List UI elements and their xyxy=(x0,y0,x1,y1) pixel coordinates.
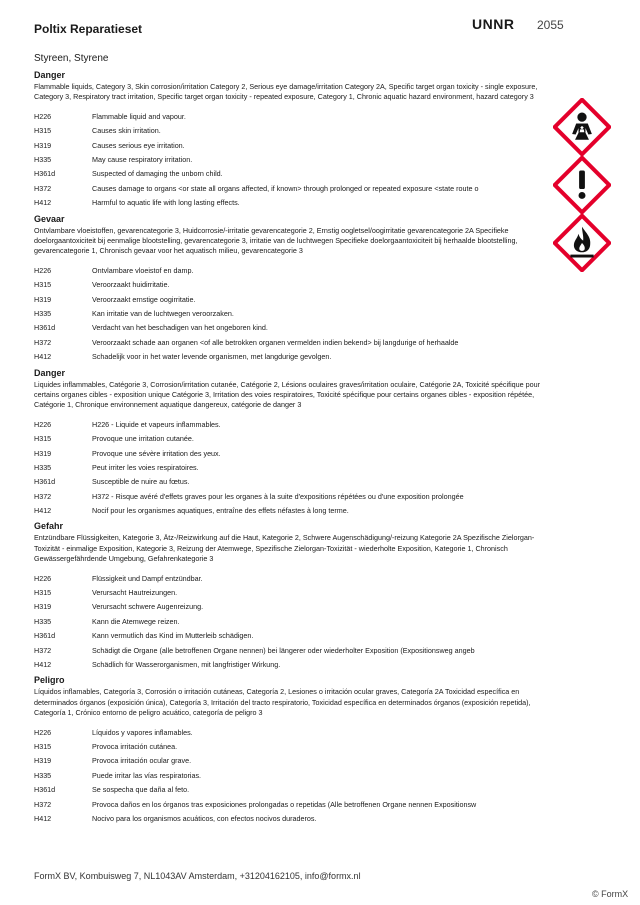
h-code: H315 xyxy=(34,742,52,752)
h-statement-text: Se sospecha que daña al feto. xyxy=(92,785,190,795)
hazard-section xyxy=(34,214,544,365)
h-code: H319 xyxy=(34,140,52,150)
h-code: H412 xyxy=(34,352,52,362)
h-statement-text: Veroorzaakt schade aan organen <of alle betrokken organen vermelden indien bekend> bij langdurige of herhaalde xyxy=(92,337,459,347)
h-code: H319 xyxy=(34,294,52,304)
signal-word: Gevaar xyxy=(34,213,65,224)
h-statement-text: Puede irritar las vías respiratorias. xyxy=(92,770,202,780)
h-code: H412 xyxy=(34,660,52,670)
hazard-statement xyxy=(34,475,544,489)
h-statement-text: Veroorzaakt huidirritatie. xyxy=(92,280,170,290)
h-statement-text: H372 - Risque avéré d'effets graves pour les organes à la suite d'expositions répétées ou d'une exposition prolongée xyxy=(92,491,464,501)
h-code: H226 xyxy=(34,573,52,583)
h-code: H372 xyxy=(34,645,52,655)
h-code: H315 xyxy=(34,280,52,290)
h-statement-text: Schadelijk voor in het water levende organismen, met langdurige gevolgen. xyxy=(92,352,332,362)
h-code: H319 xyxy=(34,602,52,612)
h-code: H335 xyxy=(34,308,52,318)
h-statement-text: Causes skin irritation. xyxy=(92,126,161,136)
hazard-statement-list xyxy=(34,110,544,211)
h-statement-text: Nocif pour les organismes aquatiques, entraîne des effets néfastes à long terme. xyxy=(92,506,349,516)
hazard-section xyxy=(34,521,544,672)
h-code: H361d xyxy=(34,323,56,333)
h-code: H372 xyxy=(34,337,52,347)
h-code: H412 xyxy=(34,506,52,516)
hazard-statement xyxy=(34,726,544,740)
hazard-statement xyxy=(34,754,544,768)
hazard-statement-list xyxy=(34,572,544,673)
hazard-statement xyxy=(34,798,544,812)
hazard-statement xyxy=(34,769,544,783)
h-statement-text: Harmful to aquatic life with long lasting effects. xyxy=(92,198,240,208)
exclamation-mark-icon xyxy=(553,156,611,214)
hazard-statement xyxy=(34,490,544,504)
hazard-statement xyxy=(34,167,544,181)
h-statement-text: Nocivo para los organismos acuáticos, con efectos nocivos duraderos. xyxy=(92,813,317,823)
hazard-statement xyxy=(34,124,544,138)
un-code: UNNR xyxy=(472,16,515,32)
hazard-statement xyxy=(34,182,544,196)
hazard-statement xyxy=(34,139,544,153)
signal-word: Danger xyxy=(34,367,66,378)
hazard-statement xyxy=(34,783,544,797)
h-statement-text: Provoque une irritation cutanée. xyxy=(92,434,194,444)
h-statement-text: May cause respiratory irritation. xyxy=(92,154,193,164)
hazard-statement xyxy=(34,153,544,167)
copyright-notice: © FormX xyxy=(592,889,629,899)
hazard-section xyxy=(34,675,544,826)
hazard-sections xyxy=(34,70,544,829)
h-statement-text: Peut irriter les voies respiratoires. xyxy=(92,462,199,472)
hazard-statement xyxy=(34,461,544,475)
hazard-statement xyxy=(34,812,544,826)
hazard-statement xyxy=(34,658,544,672)
hazard-statement xyxy=(34,600,544,614)
h-code: H226 xyxy=(34,265,52,275)
hazard-section xyxy=(34,368,544,519)
h-code: H319 xyxy=(34,756,52,766)
h-code: H372 xyxy=(34,183,52,193)
flame-icon xyxy=(553,214,611,272)
hazard-statement xyxy=(34,432,544,446)
signal-word: Peligro xyxy=(34,675,65,686)
h-code: H315 xyxy=(34,126,52,136)
hazard-section xyxy=(34,70,544,211)
h-statement-text: Flammable liquid and vapour. xyxy=(92,111,186,121)
h-code: H335 xyxy=(34,462,52,472)
hazard-statement xyxy=(34,572,544,586)
hazard-statement xyxy=(34,629,544,643)
h-code: H226 xyxy=(34,111,52,121)
h-statement-text: Schädlich für Wasserorganismen, mit langfristiger Wirkung. xyxy=(92,660,281,670)
h-statement-text: Schädigt die Organe (alle betroffenen Organe nennen) bei längerer oder wiederholter Exposition (Expositionsweg angeb xyxy=(92,645,475,655)
h-statement-text: Kan irritatie van de luchtwegen veroorzaken. xyxy=(92,308,234,318)
h-statement-text: Causes serious eye irritation. xyxy=(92,140,185,150)
h-code: H226 xyxy=(34,727,52,737)
company-contact-footer: FormX BV, Kombuisweg 7, NL1043AV Amsterdam, +31204162105, info@formx.nl xyxy=(34,871,361,881)
h-code: H412 xyxy=(34,198,52,208)
ghs-pictograms xyxy=(553,98,611,272)
h-statement-text: Verursacht Hautreizungen. xyxy=(92,588,178,598)
hazard-statement-list xyxy=(34,418,544,519)
h-statement-text: Provoca daños en los órganos tras exposiciones prolongadas o repetidas (Alle betroffenen Organe nennen Expositionsw xyxy=(92,799,477,809)
hazard-statement xyxy=(34,350,544,364)
hazard-statement xyxy=(34,336,544,350)
h-statement-text: Provoque une sévère irritation des yeux. xyxy=(92,448,221,458)
h-statement-text: Provoca irritación cutánea. xyxy=(92,742,178,752)
hazard-statement xyxy=(34,196,544,210)
hazard-statement xyxy=(34,504,544,518)
hazard-statement xyxy=(34,418,544,432)
h-statement-text: Susceptible de nuire au fœtus. xyxy=(92,477,190,487)
hazard-statement xyxy=(34,740,544,754)
h-statement-text: Líquidos y vapores inflamables. xyxy=(92,727,193,737)
hazard-statement-list xyxy=(34,264,544,365)
h-code: H361d xyxy=(34,477,56,487)
substance-names: Styreen, Styrene xyxy=(34,53,109,64)
h-statement-text: Verursacht schwere Augenreizung. xyxy=(92,602,204,612)
h-statement-text: Veroorzaakt ernstige oogirritatie. xyxy=(92,294,196,304)
health-hazard-icon xyxy=(553,98,611,156)
h-statement-text: Kann vermutlich das Kind im Mutterleib schädigen. xyxy=(92,631,254,641)
signal-word: Danger xyxy=(34,70,66,80)
h-code: H319 xyxy=(34,448,52,458)
h-code: H335 xyxy=(34,770,52,780)
hazard-statement xyxy=(34,110,544,124)
h-statement-text: Ontvlambare vloeistof en damp. xyxy=(92,265,194,275)
h-code: H226 xyxy=(34,419,52,429)
h-code: H315 xyxy=(34,434,52,444)
h-statement-text: Suspected of damaging the unborn child. xyxy=(92,169,223,179)
h-statement-text: Verdacht van het beschadigen van het ongeboren kind. xyxy=(92,323,268,333)
hazard-statement xyxy=(34,615,544,629)
hazard-classification: Ontvlambare vloeistoffen, gevarencategorie 3, Huidcorrosie/-irritatie gevarencategorie 2, Ernstig oogletsel/oogirritatie gevarencategorie 2A Specifieke doelorgaantoxiciteit bij eenmalige blootstelling, gevarencategorie 3, irritatie van de luchtwegen Specifieke doelorgaantoxiciteit bij herhaalde blootstelling, gevarencategorie 1, Chronisch gevaar voor het aquatisch milieu, gevarencategorie 3 xyxy=(34,225,518,256)
signal-word: Gefahr xyxy=(34,521,64,532)
hazard-statement-list xyxy=(34,726,544,827)
hazard-classification: Líquidos inflamables, Categoría 3, Corrosión o irritación cutáneas, Categoría 2, Lesiones o irritación ocular graves, Categoría 2A Toxicidad específica en determinados órganos (exposición única), Categoría 3, Irritación del tracto respiratorio, Toxicidad específica en determinados órganos (exposición repetida), Categoría 1, Crónico entorno de peligro acuático, categoría de peligro 3 xyxy=(34,687,531,718)
h-statement-text: Provoca irritación ocular grave. xyxy=(92,756,192,766)
h-code: H335 xyxy=(34,154,52,164)
hazard-statement xyxy=(34,321,544,335)
hazard-statement xyxy=(34,264,544,278)
h-statement-text: H226 - Liquide et vapeurs inflammables. xyxy=(92,419,221,429)
h-statement-text: Flüssigkeit und Dampf entzündbar. xyxy=(92,573,203,583)
hazard-statement xyxy=(34,447,544,461)
hazard-classification: Liquides inflammables, Catégorie 3, Corrosion/irritation cutanée, Catégorie 2, Lésions oculaires graves/irritation oculaire, Catégorie 2A, Toxicité spécifique pour certains organes cibles - exposition unique Catégorie 3, Irritation des voies respiratoires, Toxicité spécifique pour certains organes cibles - exposition répétée, Catégorie 1, Chronique environnement aquatique dangereux, catégorie de danger 3 xyxy=(34,379,541,410)
un-number: 2055 xyxy=(537,18,564,32)
product-title: Poltix Reparatieset xyxy=(34,22,143,36)
hazard-statement xyxy=(34,278,544,292)
hazard-statement xyxy=(34,586,544,600)
hazard-statement xyxy=(34,293,544,307)
hazard-classification: Entzündbare Flüssigkeiten, Kategorie 3, Ätz-/Reizwirkung auf die Haut, Kategorie 2, Schwere Augenschädigung/-reizung Kategorie 2A Spezifische Zielorgan-Toxizität - einmalige Exposition, Kategorie 3, Reizung der Atemwege, Spezifische Zielorgan-Toxizität - wiederholte Exposition, Kategorie 1, Chronisch Gewässergefährdende Umgebung, Gefahrenkategorie 3 xyxy=(34,533,535,564)
h-code: H335 xyxy=(34,616,52,626)
h-code: H412 xyxy=(34,813,52,823)
h-code: H361d xyxy=(34,785,56,795)
h-code: H361d xyxy=(34,169,56,179)
hazard-classification: Flammable liquids, Category 3, Skin corrosion/irritation Category 2, Serious eye damage/irritation Category 2A, Specific target organ toxicity - single exposure, Category 3, Respiratory tract irritation, Specific target organ toxicity - repeated exposure, Category 1, Chronic aquatic hazard environment, hazard category 3 xyxy=(34,82,538,102)
hazard-statement xyxy=(34,644,544,658)
h-statement-text: Causes damage to organs <or state all organs affected, if known> through prolonged or repeated exposure <state route o xyxy=(92,183,479,193)
h-code: H372 xyxy=(34,799,52,809)
h-code: H372 xyxy=(34,491,52,501)
h-code: H361d xyxy=(34,631,56,641)
hazard-statement xyxy=(34,307,544,321)
h-statement-text: Kann die Atemwege reizen. xyxy=(92,616,180,626)
h-code: H315 xyxy=(34,588,52,598)
